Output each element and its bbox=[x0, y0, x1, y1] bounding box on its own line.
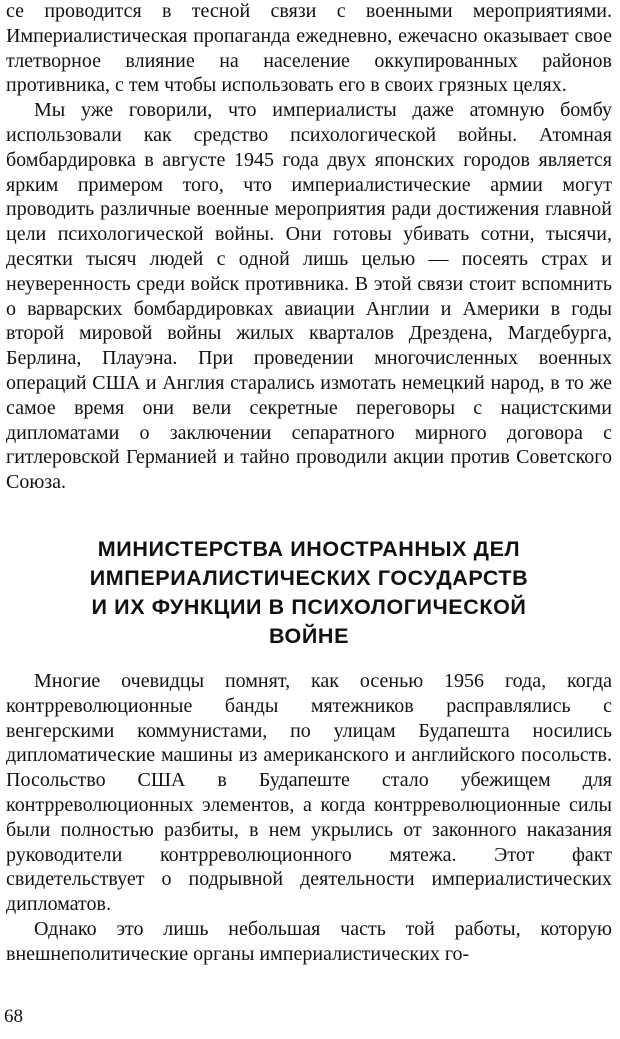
section-heading-line-3: И ИХ ФУНКЦИИ В ПСИХОЛОГИЧЕСКОЙ bbox=[91, 594, 527, 619]
paragraph-budapest: Многие очевидцы помнят, как осенью 1956 года, когда контрреволюционные банды мятежников расправлялись с венгерскими коммунистами, по улицам Будапешта носились дипломатические машины из американского и английского посольств. Посольство США в Будапеште стало убежищем для контрреволюционных элементов, а когда контрреволюционные силы были полностью разбиты, в нем укрылись от законного наказания руководители контрреволюционного мятежа. Этот факт свидетельствует о подрывной деятельности империалистических дипломатов. bbox=[6, 669, 612, 916]
paragraph-continuation-next-page: Однако это лишь небольшая часть той работы, которую внешнеполитические органы империалистических го- bbox=[6, 917, 612, 965]
paragraph-continuation: се проводится в тесной связи с военными мероприятиями. Империалистическая пропаганда ежедневно, ежечасно оказывает свое тлетворное влияние на население оккупированных районов противника, с тем чтобы использовать его в своих грязных целях. bbox=[6, 0, 612, 97]
section-heading-line-2: ИМПЕРИАЛИСТИЧЕСКИХ ГОСУДАРСТВ bbox=[89, 565, 529, 590]
paragraph-atomic-bomb: Мы уже говорили, что империалисты даже атомную бомбу использовали как средство психологической войны. Атомная бомбардировка в августе 1945 года двух японских городов является ярким примером того, что империалистические армии могут проводить различные военные мероприятия ради достижения главной цели психологической войны. Они готовы убивать сотни, тысячи, десятки тысяч людей с одной лишь целью — посеять страх и неуверенность среди войск противника. В этой связи стоит вспомнить о варварских бомбардировках авиации Англии и Америки в годы второй мировой войны жилых кварталов Дрездена, Магдебурга, Берлина, Плауэна. При проведении многочисленных военных операций США и Англия старались измотать немецкий народ, в то же самое время они вели секретные переговоры с нацистскими дипломатами о заключении сепаратного мирного договора с гитлеровской Германией и тайно проводили акции против Советского Союза. bbox=[6, 99, 612, 494]
section-heading-line-1: МИНИСТЕРСТВА ИНОСТРАННЫХ ДЕЛ bbox=[97, 536, 521, 561]
section-heading bbox=[6, 535, 612, 651]
section-heading-line-4: ВОЙНЕ bbox=[268, 623, 350, 648]
page-number: 68 bbox=[4, 1006, 23, 1027]
